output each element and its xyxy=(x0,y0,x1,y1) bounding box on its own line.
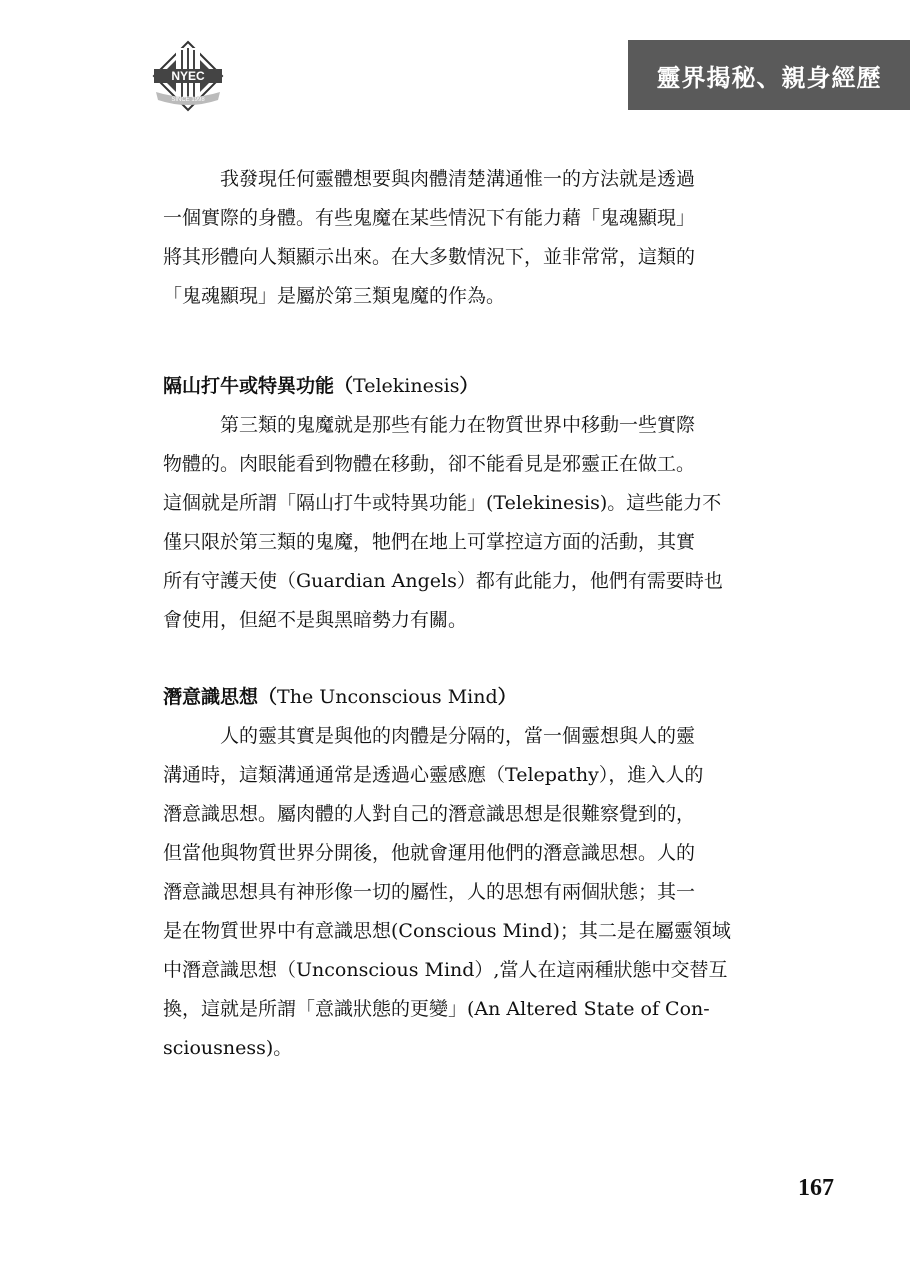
text-line: 將其形體向人類顯示出來。在大多數情況下，並非常常，這類的 xyxy=(163,246,696,268)
text-line: 「鬼魂顯現」是屬於第三類鬼魔的作為。 xyxy=(163,285,506,307)
nyec-logo-icon xyxy=(148,40,228,112)
chapter-header-tab xyxy=(628,40,910,110)
text-line: 但當他與物質世界分開後，他就會運用他們的潛意識思想。人的 xyxy=(163,842,696,864)
heading-paren-open: （ xyxy=(334,375,354,397)
text-line: 潛意識思想具有神形像一切的屬性，人的思想有兩個狀態；其一 xyxy=(163,881,696,903)
svg-text:SINCE 1998: SINCE 1998 xyxy=(171,97,205,103)
page-number: 167 xyxy=(798,1175,834,1201)
publisher-logo xyxy=(148,40,228,112)
heading-paren-open: （ xyxy=(258,686,278,708)
text-line: 人的靈其實是與他的肉體是分隔的，當一個靈想與人的靈 xyxy=(220,725,696,747)
heading-zh: 隔山打牛或特異功能 xyxy=(163,375,335,397)
heading-en: Telekinesis xyxy=(353,375,460,397)
paragraph-2 xyxy=(163,406,748,640)
text-line: 我發現任何靈體想要與肉體清楚溝通惟一的方法就是透過 xyxy=(220,168,696,190)
heading-en: The Unconscious Mind xyxy=(277,686,498,708)
text-line: 物體的。肉眼能看到物體在移動，卻不能看見是邪靈正在做工。 xyxy=(163,453,696,475)
chapter-title: 靈界揭秘、親身經歷 xyxy=(656,63,882,92)
text-line: 換，這就是所謂「意識狀態的更變」(An Altered State of Con- xyxy=(163,998,710,1020)
heading-paren-close: ） xyxy=(497,686,517,708)
text-line: 第三類的鬼魔就是那些有能力在物質世界中移動一些實際 xyxy=(220,414,696,436)
section-heading-unconscious-mind xyxy=(163,678,748,717)
paragraph-3 xyxy=(163,717,748,1068)
text-line: 僅只限於第三類的鬼魔，牠們在地上可掌控這方面的活動，其實 xyxy=(163,531,696,553)
text-line: 所有守護天使（Guardian Angels）都有此能力，他們有需要時也 xyxy=(163,570,723,592)
text-line: 這個就是所謂「隔山打牛或特異功能」(Telekinesis)。這些能力不 xyxy=(163,492,722,514)
text-line: 潛意識思想。屬肉體的人對自己的潛意識思想是很難察覺到的， xyxy=(163,803,696,825)
text-line: 溝通時，這類溝通通常是透過心靈感應（Telepathy），進入人的 xyxy=(163,764,704,786)
text-line: 是在物質世界中有意識思想(Conscious Mind)；其二是在屬靈領域 xyxy=(163,920,731,942)
page-body xyxy=(163,160,748,1068)
heading-paren-close: ） xyxy=(459,375,479,397)
text-line: 會使用，但絕不是與黑暗勢力有關。 xyxy=(163,609,468,631)
section-heading-telekinesis xyxy=(163,367,748,406)
text-line: 一個實際的身體。有些鬼魔在某些情況下有能力藉「鬼魂顯現」 xyxy=(163,207,696,229)
text-line: sciousness)。 xyxy=(163,1037,293,1059)
heading-zh: 潛意識思想 xyxy=(163,686,259,708)
text-line: 中潛意識思想（Unconscious Mind）,當人在這兩種狀態中交替互 xyxy=(163,959,728,981)
svg-text:NYEC: NYEC xyxy=(171,69,205,83)
paragraph-1 xyxy=(163,160,748,316)
